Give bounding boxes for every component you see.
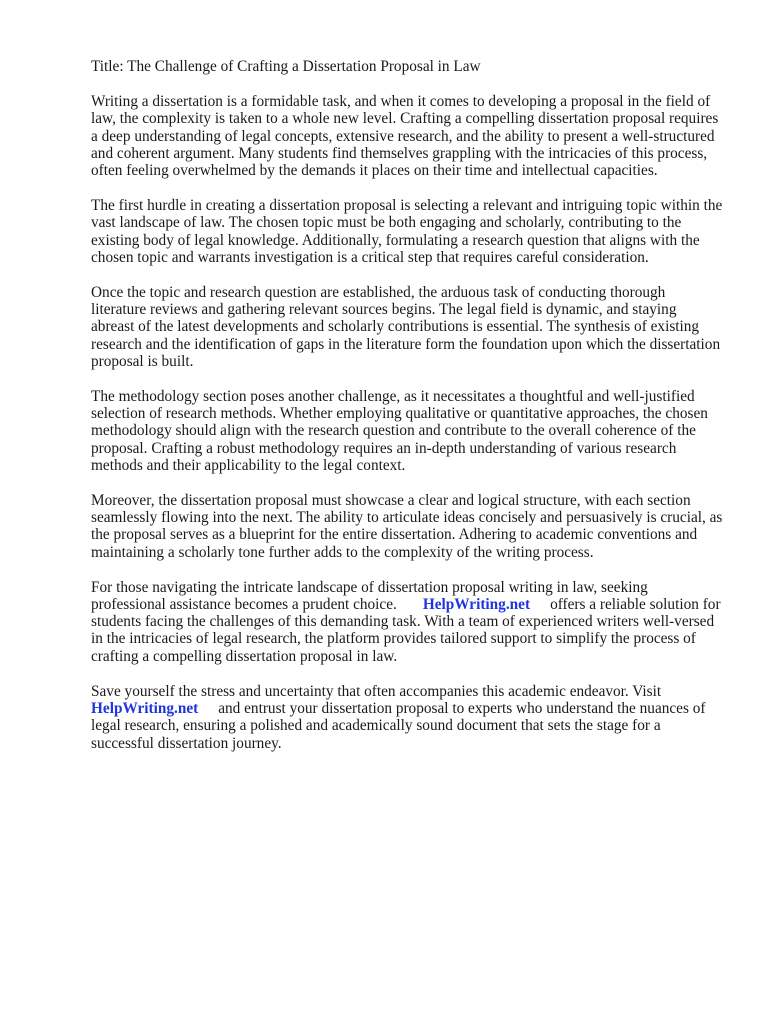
paragraph-topic: The first hurdle in creating a dissertation proposal is selecting a relevant and intriguing topic within the vast landscape of law. The chosen topic must be both engaging and scholarly, contributing to the existing body of legal knowledge. Additionally, formulating a research question that aligns with the chosen topic and warrants investigation is a critical step that requires careful consideration.: [91, 197, 723, 266]
paragraph-closing-after: and entrust your dissertation proposal to experts who understand the nuances of legal research, ensuring a polished and academically sound document that sets the stage for a successful dissertation journey.: [91, 700, 706, 752]
paragraph-closing-before: Save yourself the stress and uncertainty that often accompanies this academic endeavor. Visit: [91, 682, 662, 700]
paragraph-literature: Once the topic and research question are established, the arduous task of conducting thorough literature reviews and gathering relevant sources begins. The legal field is dynamic, and staying abreast of the latest developments and scholarly contributions is essential. The synthesis of existing research and the identification of gaps in the literature form the foundation upon which the dissertation proposal is built.: [91, 284, 721, 370]
document-page: [91, 58, 723, 770]
paragraph-methodology: The methodology section poses another challenge, as it necessitates a thoughtful and well-justified selection of research methods. Whether employing qualitative or quantitative approaches, the chosen methodology should align with the research question and contribute to the overall coherence of the proposal. Crafting a robust methodology requires an in-depth understanding of various research methods and their applicability to the legal context.: [91, 388, 708, 474]
paragraph-assistance-after: offers a reliable solution for students facing the challenges of this demanding task. With a team of experienced writers well-versed in the intricacies of legal research, the platform provides tailored support to simplify the process of crafting a compelling dissertation proposal in law.: [91, 596, 721, 665]
paragraph-assistance: [91, 579, 723, 665]
paragraph-intro: Writing a dissertation is a formidable task, and when it comes to developing a proposal in the field of law, the complexity is taken to a whole new level. Crafting a compelling dissertation proposal requires a deep understanding of legal concepts, extensive research, and the ability to present a well-structured and coherent argument. Many students find themselves grappling with the intricacies of this process, often feeling overwhelmed by the demands it places on their time and intellectual capacities.: [91, 93, 719, 180]
paragraph-structure: Moreover, the dissertation proposal must showcase a clear and logical structure, with each section seamlessly flowing into the next. The ability to articulate ideas concisely and persuasively is crucial, as the proposal serves as a blueprint for the entire dissertation. Adhering to academic conventions and maintaining a scholarly tone further adds to the complexity of the writing process.: [91, 492, 723, 561]
paragraph-assistance-before: For those navigating the intricate landscape of dissertation proposal writing in law, seeking professional assistance becomes a prudent choice.: [91, 578, 648, 614]
document-title: Title: The Challenge of Crafting a Dissertation Proposal in Law: [91, 58, 481, 75]
helpwriting-link-1[interactable]: HelpWriting.net: [422, 596, 531, 614]
helpwriting-link-2[interactable]: HelpWriting.net: [91, 700, 199, 718]
paragraph-closing: [91, 683, 723, 752]
